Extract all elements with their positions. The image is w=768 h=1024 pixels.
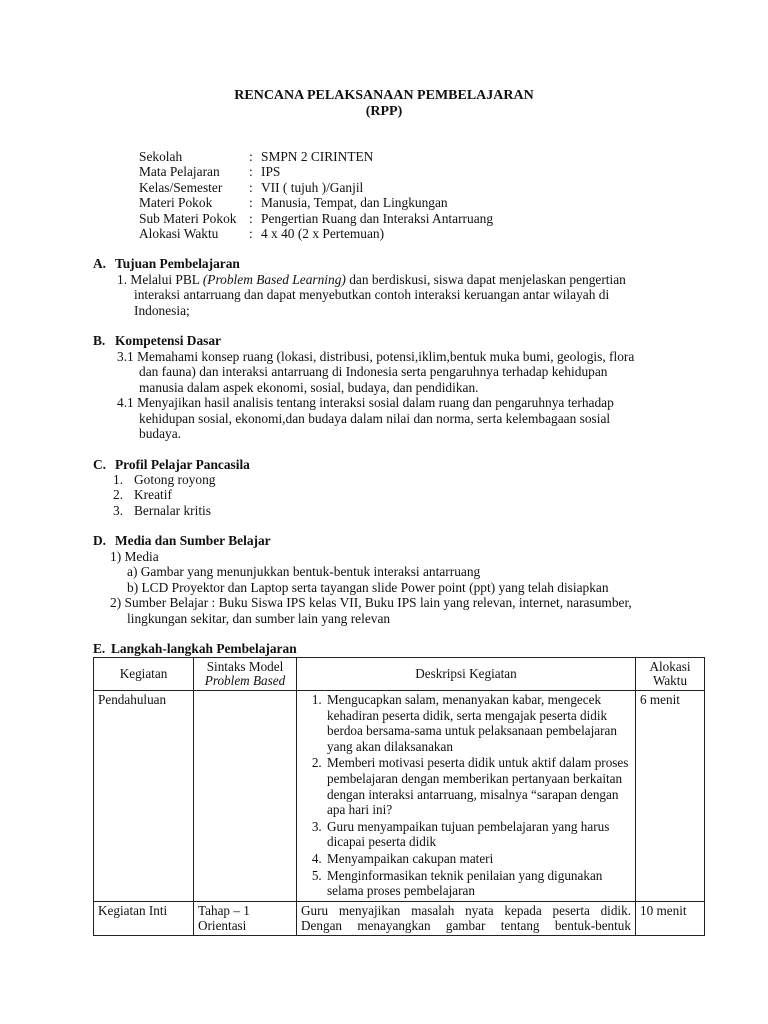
identity-value-kelas: VII ( tujuh )/Ganjil <box>261 180 364 195</box>
cell-deskripsi <box>297 901 636 935</box>
cell-waktu: 6 menit <box>636 691 705 902</box>
section-title: Langkah-langkah Pembelajaran <box>111 641 297 656</box>
tujuan-line-3: Indonesia; <box>134 303 190 318</box>
section-b-heading <box>93 333 221 349</box>
table-row <box>94 901 705 935</box>
list-item: 1. Mengucapkan salam, menanyakan kabar, mengecek kehadiran peserta didik, serta mengajak peserta didik berdoa bersama-sama untuk pelaksanaan pembelajaran yang akan dilaksanakan <box>325 692 631 754</box>
profil-item <box>113 472 215 488</box>
cell-sintaks-line-1: Tahap – 1 <box>198 902 250 918</box>
identity-label-kelas: Kelas/Semester <box>139 180 223 195</box>
identity-value-sekolah: SMPN 2 CIRINTEN <box>261 149 374 164</box>
tujuan-text-pre: Melalui PBL <box>130 272 203 287</box>
kd-31-line-2: dan fauna) dan interaksi antarruang di Indonesia serta pengaruhnya terhadap kehidupan <box>139 364 608 379</box>
profil-item <box>113 487 172 503</box>
kd-31-line-1: 3.1 Memahami konsep ruang (lokasi, distribusi, potensi,iklim,bentuk muka bumi, geologis, flora <box>117 349 635 364</box>
list-item: 2. Memberi motivasi peserta didik untuk aktif dalam proses pembelajaran dengan memberikan pertanyaan berkaitan dengan interaksi antarruang, misalnya “sarapan dengan apa hari ini? <box>325 755 631 817</box>
identity-label-mapel: Mata Pelajaran <box>139 164 220 179</box>
identity-label-alokasi: Alokasi Waktu <box>139 226 219 241</box>
section-letter: E. <box>93 641 106 656</box>
activity-list <box>301 692 631 899</box>
document-title: RENCANA PELAKSANAAN PEMBELAJARAN <box>234 88 534 103</box>
header-alokasi-line-1: Alokasi <box>649 659 691 674</box>
identity-label-submateri: Sub Materi Pokok <box>139 211 237 226</box>
cell-kegiatan: Pendahuluan <box>94 691 194 902</box>
tujuan-text-italic: (Problem Based Learning) <box>202 272 346 287</box>
section-title: Kompetensi Dasar <box>115 333 222 348</box>
learning-steps-table <box>93 657 705 936</box>
tujuan-line-1 <box>117 272 626 288</box>
identity-value-alokasi: 4 x 40 (2 x Pertemuan) <box>261 226 385 241</box>
header-alokasi-line-2: Waktu <box>652 673 688 688</box>
section-c-heading <box>93 457 250 473</box>
section-title: Profil Pelajar Pancasila <box>115 457 250 472</box>
media-item-a: a) Gambar yang menunjukkan bentuk-bentuk interaksi antarruang <box>127 564 481 579</box>
section-letter: C. <box>93 457 107 472</box>
section-letter: A. <box>93 256 107 271</box>
header-sintaks-line-1: Sintaks Model <box>206 659 284 674</box>
cell-sintaks-line-2: Orientasi <box>198 918 247 934</box>
list-number: 3. <box>113 503 124 518</box>
identity-colon: : <box>249 195 253 210</box>
list-number: 1. <box>117 272 128 287</box>
section-e-heading <box>93 641 297 657</box>
header-sintaks <box>194 658 297 691</box>
identity-label-materi: Materi Pokok <box>139 195 213 210</box>
media-label: 1) Media <box>110 549 159 564</box>
document-subtitle: (RPP) <box>365 104 403 119</box>
identity-value-submateri: Pengertian Ruang dan Interaksi Antarruang <box>261 211 494 226</box>
section-letter: B. <box>93 333 106 348</box>
cell-kegiatan: Kegiatan Inti <box>94 901 194 935</box>
header-deskripsi: Deskripsi Kegiatan <box>297 658 636 691</box>
identity-colon: : <box>249 149 253 164</box>
list-number: 2. <box>113 487 124 502</box>
section-a-heading <box>93 256 240 272</box>
header-kegiatan: Kegiatan <box>94 658 194 691</box>
profil-item-text: Kreatif <box>134 487 172 502</box>
cell-deskripsi-line-1: Guru menyajikan masalah nyata kepada peserta didik. <box>301 902 631 918</box>
sumber-line-2: lingkungan sekitar, dan sumber lain yang relevan <box>127 611 391 626</box>
cell-sintaks <box>194 691 297 902</box>
profil-item-text: Bernalar kritis <box>134 503 211 518</box>
identity-colon: : <box>249 164 253 179</box>
kd-41-line-3: budaya. <box>139 426 182 441</box>
identity-colon: : <box>249 211 253 226</box>
table-header-row <box>94 658 705 691</box>
cell-sintaks <box>194 901 297 935</box>
identity-colon: : <box>249 180 253 195</box>
profil-item-text: Gotong royong <box>134 472 216 487</box>
section-d-heading <box>93 533 271 549</box>
kd-41-line-2: kehidupan sosial, ekonomi,dan budaya dalam nilai dan norma, serta kelembagaan sosial <box>139 411 611 426</box>
tujuan-line-2: interaksi antarruang dan dapat menyebutkan contoh interaksi keruangan antar wilayah di <box>134 287 610 302</box>
list-item: 5. Menginformasikan teknik penilaian yang digunakan selama proses pembelajaran <box>325 868 631 899</box>
header-sintaks-line-2: Problem Based <box>204 673 286 688</box>
tujuan-text-post: dan berdiskusi, siswa dapat menjelaskan pengertian <box>345 272 626 287</box>
header-alokasi <box>636 658 705 691</box>
cell-deskripsi <box>297 691 636 902</box>
identity-value-materi: Manusia, Tempat, dan Lingkungan <box>261 195 448 210</box>
table-row <box>94 691 705 902</box>
media-item-b: b) LCD Proyektor dan Laptop serta tayangan slide Power point (ppt) yang telah disiapkan <box>127 580 609 595</box>
cell-waktu: 10 menit <box>636 901 705 935</box>
identity-label-sekolah: Sekolah <box>139 149 183 164</box>
sumber-line-1: 2) Sumber Belajar : Buku Siswa IPS kelas VII, Buku IPS lain yang relevan, internet, narasumber, <box>110 595 632 610</box>
section-letter: D. <box>93 533 107 548</box>
identity-value-mapel: IPS <box>261 164 281 179</box>
cell-deskripsi-line-2: Dengan menayangkan gambar tentang bentuk-bentuk <box>301 918 631 934</box>
list-item: 3. Guru menyampaikan tujuan pembelajaran yang harus dicapai peserta didik <box>325 819 631 850</box>
identity-colon: : <box>249 226 253 241</box>
section-title: Media dan Sumber Belajar <box>115 533 271 548</box>
kd-31-line-3: manusia dalam aspek ekonomi, sosial, budaya, dan pendidikan. <box>139 380 479 395</box>
list-item: 4. Menyampaikan cakupan materi <box>325 851 631 867</box>
profil-item <box>113 503 211 519</box>
section-title: Tujuan Pembelajaran <box>115 256 240 271</box>
kd-41-line-1: 4.1 Menyajikan hasil analisis tentang interaksi sosial dalam ruang dan pengaruhnya terhadap <box>117 395 614 410</box>
list-number: 1. <box>113 472 124 487</box>
